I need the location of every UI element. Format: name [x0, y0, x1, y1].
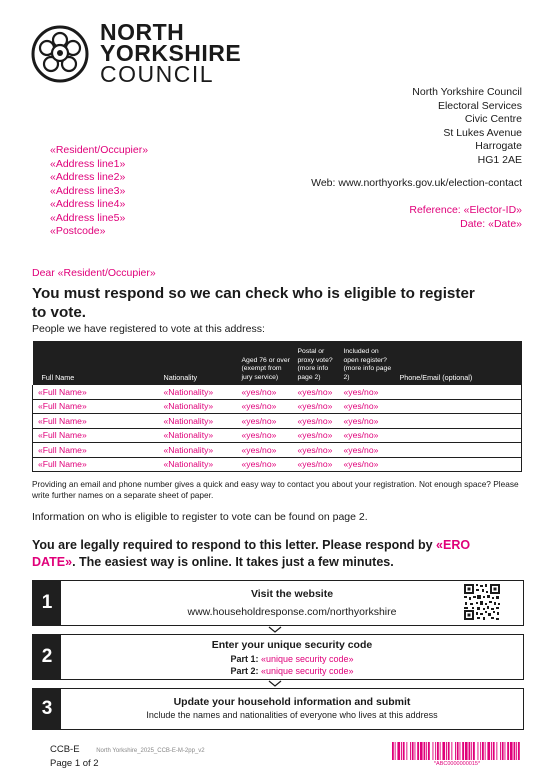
footer-left	[50, 744, 205, 770]
return-address-line: Harrogate	[475, 140, 522, 152]
step-1-box	[32, 580, 524, 626]
step-1-title: Visit the website	[250, 588, 334, 600]
chevron-down-icon	[268, 626, 282, 633]
step-2-title: Enter your unique security code	[211, 639, 373, 651]
cell-nationality: «Nationality»	[161, 385, 239, 399]
website-link[interactable]: www.householdresponse.com/northyorkshire	[187, 606, 397, 618]
col-nationality: Nationality	[161, 341, 239, 385]
cell-aged-76: «yes/no»	[239, 399, 295, 414]
step-2-number: 2	[33, 635, 61, 679]
part-1-code: «unique security code»	[260, 654, 354, 664]
council-crest-icon	[30, 24, 90, 84]
cell-phone-email	[397, 399, 522, 414]
cell-open-register: «yes/no»	[341, 428, 397, 443]
cell-aged-76: «yes/no»	[239, 385, 295, 399]
cell-postal-proxy: «yes/no»	[295, 428, 341, 443]
cell-open-register: «yes/no»	[341, 399, 397, 414]
cell-full-name: «Full Name»	[33, 385, 161, 399]
chevron-down-icon	[268, 680, 282, 687]
recipient-line: «Address line4»	[50, 198, 126, 210]
file-reference: North Yorkshire_2025_CCB-E-M-2pp_v2	[96, 748, 205, 754]
reference-block	[409, 204, 522, 231]
step-3-title: Update your household information and submit	[173, 696, 411, 708]
legal-text-1: You are legally required to respond to this letter. Please respond by	[32, 538, 437, 552]
qr-code-icon	[463, 583, 501, 621]
cell-aged-76: «yes/no»	[239, 414, 295, 429]
recipient-line: «Postcode»	[50, 225, 106, 237]
table-row	[33, 428, 522, 443]
return-address-line: St Lukes Avenue	[443, 126, 522, 139]
cell-nationality: «Nationality»	[161, 457, 239, 472]
letter-date: Date: «Date»	[460, 217, 522, 230]
col-full-name: Full Name	[33, 341, 161, 385]
step-3-text: Include the names and nationalities of everyone who lives at this address	[146, 710, 438, 720]
cell-phone-email	[397, 385, 522, 399]
col-phone-email: Phone/Email (optional)	[397, 341, 522, 385]
cell-postal-proxy: «yes/no»	[295, 457, 341, 472]
cell-open-register: «yes/no»	[341, 414, 397, 429]
return-address-line: Electoral Services	[437, 99, 522, 112]
recipient-line: «Address line1»	[50, 157, 126, 170]
cell-phone-email	[397, 457, 522, 472]
cell-postal-proxy: «yes/no»	[295, 385, 341, 399]
table-row	[33, 414, 522, 429]
recipient-line: «Resident/Occupier»	[50, 144, 149, 156]
recipient-line: «Address line5»	[50, 211, 126, 224]
cell-open-register: «yes/no»	[341, 443, 397, 458]
part-1-label: Part 1:	[230, 654, 259, 664]
barcode-icon	[392, 742, 522, 760]
cell-full-name: «Full Name»	[33, 457, 161, 472]
cell-open-register: «yes/no»	[341, 457, 397, 472]
part-2-code: «unique security code»	[260, 666, 354, 676]
barcode-text: *ABC0000000015*	[433, 761, 481, 767]
cell-nationality: «Nationality»	[161, 414, 239, 429]
table-intro: People we have registered to vote at this address:	[32, 323, 265, 335]
cell-postal-proxy: «yes/no»	[295, 399, 341, 414]
cell-full-name: «Full Name»	[33, 414, 161, 429]
return-address-line: North Yorkshire Council	[412, 86, 522, 98]
cell-phone-email	[397, 443, 522, 458]
salutation: Dear «Resident/Occupier»	[32, 267, 156, 279]
ero-date: «ERO DATE»	[32, 538, 471, 569]
cell-open-register: «yes/no»	[341, 385, 397, 399]
form-code: CCB-E	[50, 744, 80, 755]
contact-note: Providing an email and phone number gives a quick and easy way to contact you about your registration. Not enough space? Please write further names on a separate sheet of paper.	[32, 479, 519, 500]
return-address-line: Civic Centre	[464, 113, 522, 125]
col-postal-proxy: Postal or proxy vote? (more info page 2)	[295, 341, 341, 385]
step-1-number: 1	[33, 581, 61, 625]
table-header-row	[33, 341, 522, 385]
table-row	[33, 399, 522, 414]
recipient-line: «Address line3»	[50, 184, 126, 197]
reference: Reference: «Elector-ID»	[409, 204, 522, 216]
step-2-box	[32, 634, 524, 680]
council-logo	[100, 19, 242, 87]
return-address-line: HG1 2AE	[477, 153, 522, 166]
cell-nationality: «Nationality»	[161, 443, 239, 458]
eligibility-info: Information on who is eligible to register to vote can be found on page 2.	[32, 511, 368, 523]
cell-phone-email	[397, 428, 522, 443]
cell-postal-proxy: «yes/no»	[295, 443, 341, 458]
cell-phone-email	[397, 414, 522, 429]
cell-full-name: «Full Name»	[33, 443, 161, 458]
table-row	[33, 385, 522, 399]
registered-voters-table	[32, 341, 522, 472]
table-row	[33, 457, 522, 472]
cell-postal-proxy: «yes/no»	[295, 414, 341, 429]
logo-line-3: COUNCIL	[100, 61, 215, 87]
part-2-label: Part 2:	[230, 666, 259, 676]
recipient-line: «Address line2»	[50, 171, 126, 183]
cell-aged-76: «yes/no»	[239, 428, 295, 443]
legal-text-2: . The easiest way is online. It takes just a few minutes.	[72, 555, 394, 569]
cell-nationality: «Nationality»	[161, 428, 239, 443]
legal-requirement	[32, 537, 502, 571]
cell-aged-76: «yes/no»	[239, 457, 295, 472]
return-address	[412, 86, 522, 167]
step-3-box	[32, 688, 524, 730]
logo-line-1: NORTH	[100, 19, 185, 45]
table-row	[33, 443, 522, 458]
step-3-number: 3	[33, 689, 61, 729]
recipient-address	[50, 144, 148, 239]
page-heading: You must respond so we can check who is eligible to register to vote.	[32, 285, 475, 321]
col-open-register: Included on open register? (more info page 2)	[341, 341, 397, 385]
logo-line-2: YORKSHIRE	[100, 40, 242, 66]
col-aged-76: Aged 76 or over (exempt from jury service)	[239, 341, 295, 385]
cell-aged-76: «yes/no»	[239, 443, 295, 458]
cell-full-name: «Full Name»	[33, 428, 161, 443]
cell-nationality: «Nationality»	[161, 399, 239, 414]
page-number: Page 1 of 2	[50, 757, 99, 769]
web-address: Web: www.northyorks.gov.uk/election-contact	[311, 177, 522, 189]
cell-full-name: «Full Name»	[33, 399, 161, 414]
